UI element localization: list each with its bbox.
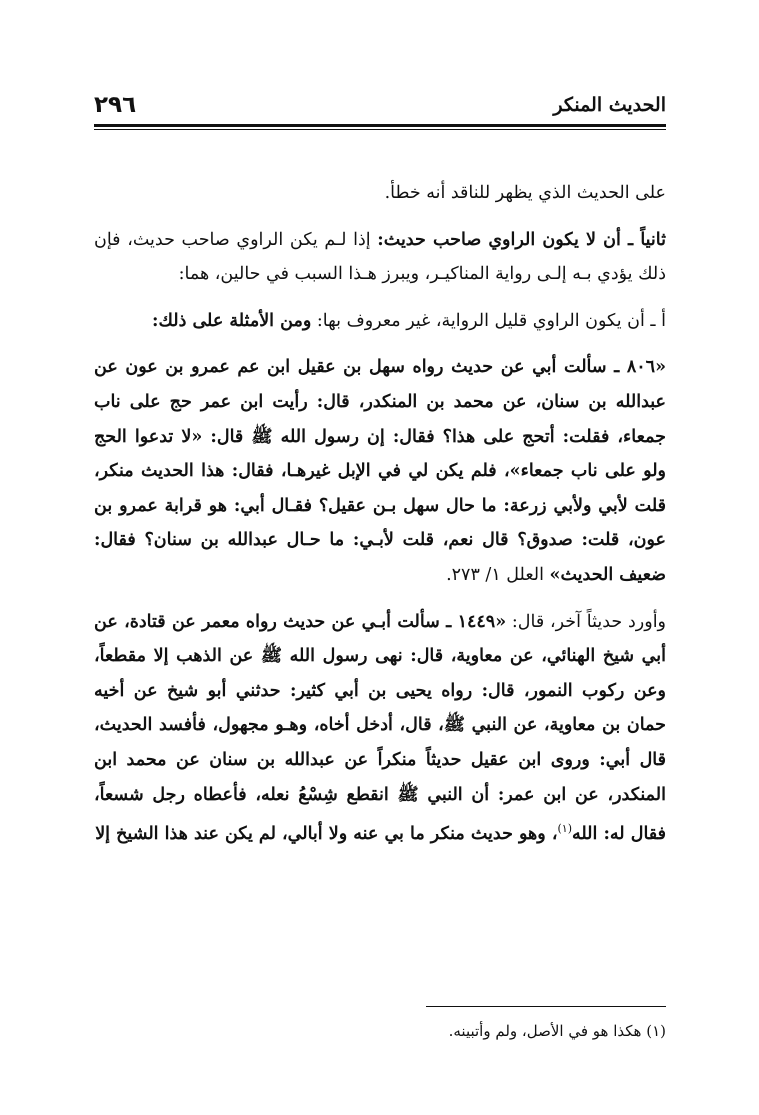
footnote <box>94 1022 666 1040</box>
quote-1449-end: ، وهو حديث منكر ما بي عنه ولا أبالي، لم يكن عند هذا الشيخ إلا <box>95 823 558 844</box>
paragraph-2 <box>94 223 666 292</box>
paragraph-1 <box>94 176 666 211</box>
paragraph-4-quote <box>94 350 666 592</box>
footnote-text: (١) هكذا هو في الأصل، ولم وأتبينه. <box>448 1022 666 1040</box>
paragraph-5 <box>94 605 666 852</box>
quote-806: «٨٠٦ ـ سألت أبي عن حديث رواه سهل بن عقيل ابن عم عمرو بن عون عن عبدالله بن سنان، عن محمد بن المنكدر، قال: رأيت ابن عمر حج على ناب جمعاء، فقلت: أتحج على هذا؟ فقال: إن رسول الله ﷺ قال: «لا تدعوا الحج ولو على ناب جمعاء»، فلم يكن لي في الإبل غيرهـا، فقال: هذا الحديث منكر، قلت لأبي ولأبي زرعة: ما حال سهل بـن عقيل؟ فقـال أبي: هو قرابة عمرو بن عون، قلت: صدوق؟ قال نعم، قلت لأبـي: ما حـال عبدالله بن سنان؟ فقال: ضعيف الحديث» <box>94 357 666 585</box>
paragraph-3 <box>94 304 666 339</box>
footnote-separator <box>426 1006 666 1007</box>
quote-806-reference: العلل ١/ ٢٧٣. <box>446 564 550 585</box>
quote-1449: «١٤٤٩ ـ سألت أبـي عن حديث رواه معمر عن قتادة، عن أبي شيخ الهنائي، عن معاوية، قال: نهى رسول الله ﷺ عن الذهب إلا مقطعاً، وعن ركوب النمور، قال: رواه يحيى بن أبي كثير: حدثني أبو شيخ عن أخيه حمان بن معاوية، عن النبي ﷺ، قال، أدخل أخاه، وهـو مجهول، فأفسد الحديث، قال أبي: وروى ابن عقيل حديثاً منكراً عن عبدالله بن سنان عن محمد ابن المنكدر، عن ابن عمر: أن النبي ﷺ انقطع شِسْعُ نعله، فأعطاه رجل شسعاً، فقال له: الله <box>94 611 666 844</box>
body-text <box>94 176 666 852</box>
paragraph-3-bold: ومن الأمثلة على ذلك: <box>152 310 312 331</box>
page-header <box>94 92 666 124</box>
header-rule-thin <box>94 129 666 130</box>
running-title: الحديث المنكر <box>553 94 666 116</box>
paragraph-1-text: على الحديث الذي يظهر للناقد أنه خطأ. <box>384 183 666 203</box>
paragraph-2-body: إذا لـم يكن الراوي صاحب حديث، فإن ذلك يؤدي بـه إلـى رواية المناكيـر، ويبرز هـذا السبب في حالين، هما: <box>94 229 666 285</box>
header-rule-thick <box>94 124 666 127</box>
paragraph-3-intro: أ ـ أن يكون الراوي قليل الرواية، غير معروف بها: <box>311 310 666 331</box>
paragraph-2-heading: ثانياً ـ أن لا يكون الراوي صاحب حديث: <box>377 229 667 250</box>
footnote-marker[interactable]: (١) <box>557 822 572 836</box>
paragraph-5-intro: وأورد حديثاً آخر، قال: <box>506 611 667 632</box>
page-number: ٢٩٦ <box>94 92 137 118</box>
